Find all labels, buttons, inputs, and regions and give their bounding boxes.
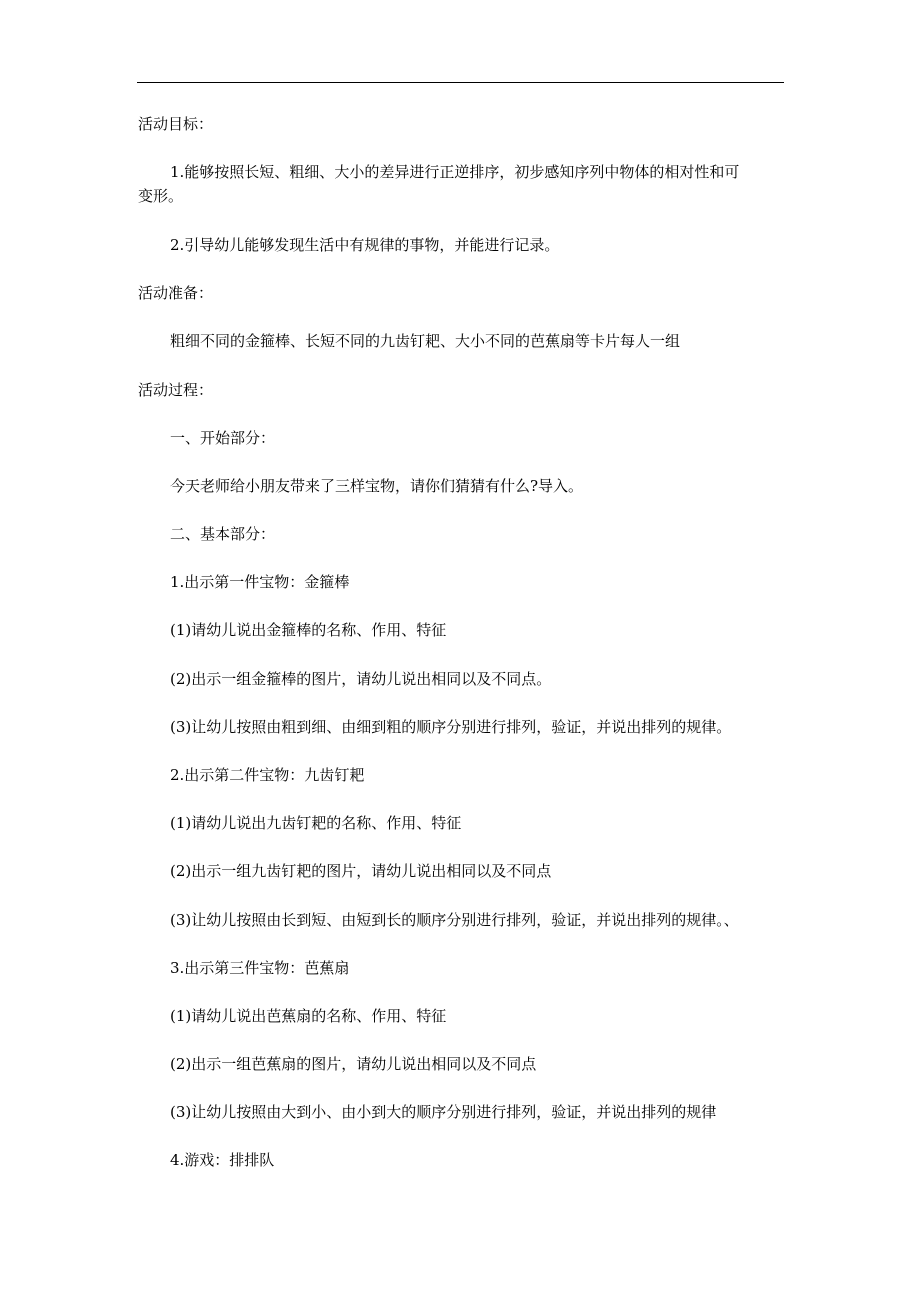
- heading-activity-preparation: 活动准备：: [138, 284, 214, 302]
- treasure-3-step-2: (2)出示一组芭蕉扇的图片，请幼儿说出相同以及不同点: [170, 1055, 537, 1073]
- goal-1-continuation: 变形。: [138, 187, 184, 205]
- goal-2-text: 2.引导幼儿能够发现生活中有规律的事物，并能进行记录。: [170, 236, 560, 254]
- treasure-2-step-1: (1)请幼儿说出九齿钉耙的名称、作用、特征: [170, 814, 462, 832]
- heading-activity-goals: 活动目标：: [138, 115, 214, 133]
- intro-text: 今天老师给小朋友带来了三样宝物，请你们猜猜有什么?导入。: [170, 477, 584, 495]
- treasure-1-step-2: (2)出示一组金箍棒的图片，请幼儿说出相同以及不同点。: [170, 670, 552, 688]
- game-heading: 4.游戏：排排队: [170, 1151, 275, 1169]
- treasure-3-heading: 3.出示第三件宝物：芭蕉扇: [170, 959, 350, 977]
- treasure-2-heading: 2.出示第二件宝物：九齿钉耙: [170, 766, 365, 784]
- treasure-3-step-3: (3)让幼儿按照由大到小、由小到大的顺序分别进行排列，验证，并说出排列的规律: [170, 1103, 717, 1121]
- treasure-2-step-3: (3)让幼儿按照由长到短、由短到长的顺序分别进行排列，验证，并说出排列的规律。、: [170, 911, 739, 929]
- header-rule: [137, 82, 784, 83]
- treasure-1-heading: 1.出示第一件宝物：金箍棒: [170, 573, 350, 591]
- heading-activity-process: 活动过程：: [138, 381, 214, 399]
- section-start: 一、开始部分：: [170, 429, 276, 447]
- treasure-1-step-3: (3)让幼儿按照由粗到细、由细到粗的顺序分别进行排列，验证，并说出排列的规律。: [170, 718, 732, 736]
- goal-1-text: 1.能够按照长短、粗细、大小的差异进行正逆排序，初步感知序列中物体的相对性和可: [170, 163, 740, 181]
- preparation-text: 粗细不同的金箍棒、长短不同的九齿钉耙、大小不同的芭蕉扇等卡片每人一组: [170, 332, 681, 350]
- treasure-3-step-1: (1)请幼儿说出芭蕉扇的名称、作用、特征: [170, 1007, 447, 1025]
- treasure-1-step-1: (1)请幼儿说出金箍棒的名称、作用、特征: [170, 621, 447, 639]
- treasure-2-step-2: (2)出示一组九齿钉耙的图片，请幼儿说出相同以及不同点: [170, 862, 552, 880]
- section-basic: 二、基本部分：: [170, 525, 276, 543]
